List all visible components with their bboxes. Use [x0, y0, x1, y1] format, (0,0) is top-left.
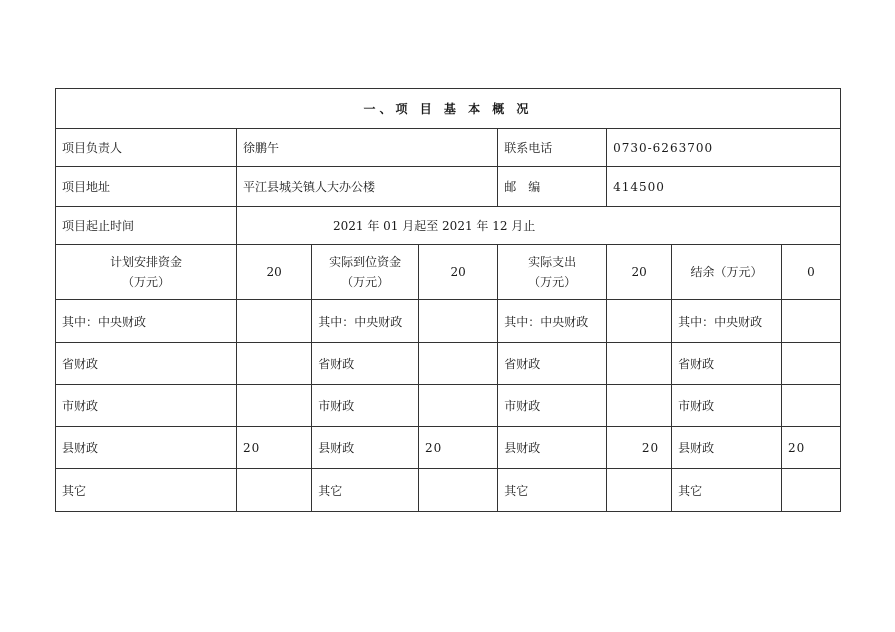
row-balance — [781, 469, 840, 512]
period-value: 2021 年 01 月起至 2021 年 12 月止 — [236, 207, 840, 245]
row-received — [418, 385, 497, 427]
received-funds-label-line2: （万元） — [341, 275, 390, 289]
section-title: 一、项 目 基 本 概 况 — [56, 89, 841, 129]
row-spent-label: 市财政 — [498, 385, 607, 427]
address-value: 平江县城关镇人大办公楼 — [236, 167, 497, 207]
table-row — [56, 427, 841, 469]
planned-funds-label-line1: 计划安排资金 — [109, 255, 182, 269]
row-balance: 20 — [781, 427, 840, 469]
row-label: 省财政 — [56, 343, 237, 385]
row-balance-label: 省财政 — [672, 343, 782, 385]
leader-row — [56, 129, 841, 167]
project-overview-table — [55, 88, 841, 512]
row-label: 市财政 — [56, 385, 237, 427]
row-balance-label: 其中：中央财政 — [672, 300, 782, 343]
row-planned — [236, 469, 311, 512]
received-funds-value: 20 — [418, 245, 497, 300]
row-balance — [781, 385, 840, 427]
row-received-label: 省财政 — [312, 343, 419, 385]
row-balance-label: 县财政 — [672, 427, 782, 469]
row-label: 县财政 — [56, 427, 237, 469]
balance-value: 0 — [781, 245, 840, 300]
row-received-label: 其它 — [312, 469, 419, 512]
row-planned — [236, 300, 311, 343]
row-received — [418, 300, 497, 343]
period-label: 项目起止时间 — [56, 207, 237, 245]
planned-funds-label-line2: （万元） — [121, 275, 170, 289]
row-label: 其中：中央财政 — [56, 300, 237, 343]
table-row — [56, 300, 841, 343]
table-row — [56, 385, 841, 427]
row-spent-label: 省财政 — [498, 343, 607, 385]
spent-funds-value: 20 — [607, 245, 672, 300]
row-spent: 20 — [607, 427, 672, 469]
postcode-value: 414500 — [607, 167, 841, 207]
address-label: 项目地址 — [56, 167, 237, 207]
row-received-label: 其中：中央财政 — [312, 300, 419, 343]
table-row — [56, 343, 841, 385]
row-received: 20 — [418, 427, 497, 469]
row-planned — [236, 385, 311, 427]
leader-label: 项目负责人 — [56, 129, 237, 167]
spent-funds-label — [498, 245, 607, 300]
row-planned — [236, 343, 311, 385]
row-planned: 20 — [236, 427, 311, 469]
phone-label: 联系电话 — [498, 129, 607, 167]
phone-value: 0730-6263700 — [607, 129, 841, 167]
received-funds-label — [312, 245, 419, 300]
planned-funds-label — [56, 245, 237, 300]
row-balance — [781, 300, 840, 343]
row-spent-label: 其它 — [498, 469, 607, 512]
title-row — [56, 89, 841, 129]
row-balance-label: 市财政 — [672, 385, 782, 427]
period-row — [56, 207, 841, 245]
planned-funds-value: 20 — [236, 245, 311, 300]
row-received — [418, 343, 497, 385]
funds-header-row — [56, 245, 841, 300]
spent-funds-label-line2: （万元） — [528, 275, 577, 289]
row-received-label: 县财政 — [312, 427, 419, 469]
row-spent-label: 其中：中央财政 — [498, 300, 607, 343]
row-spent-label: 县财政 — [498, 427, 607, 469]
address-row — [56, 167, 841, 207]
row-balance — [781, 343, 840, 385]
row-received-label: 市财政 — [312, 385, 419, 427]
row-spent — [607, 300, 672, 343]
row-received — [418, 469, 497, 512]
postcode-label: 邮 编 — [498, 167, 607, 207]
leader-value: 徐鹏午 — [236, 129, 497, 167]
row-label: 其它 — [56, 469, 237, 512]
row-spent — [607, 385, 672, 427]
table-row — [56, 469, 841, 512]
balance-label: 结余（万元） — [672, 245, 782, 300]
row-spent — [607, 469, 672, 512]
received-funds-label-line1: 实际到位资金 — [329, 255, 402, 269]
row-spent — [607, 343, 672, 385]
spent-funds-label-line1: 实际支出 — [528, 255, 577, 269]
row-balance-label: 其它 — [672, 469, 782, 512]
